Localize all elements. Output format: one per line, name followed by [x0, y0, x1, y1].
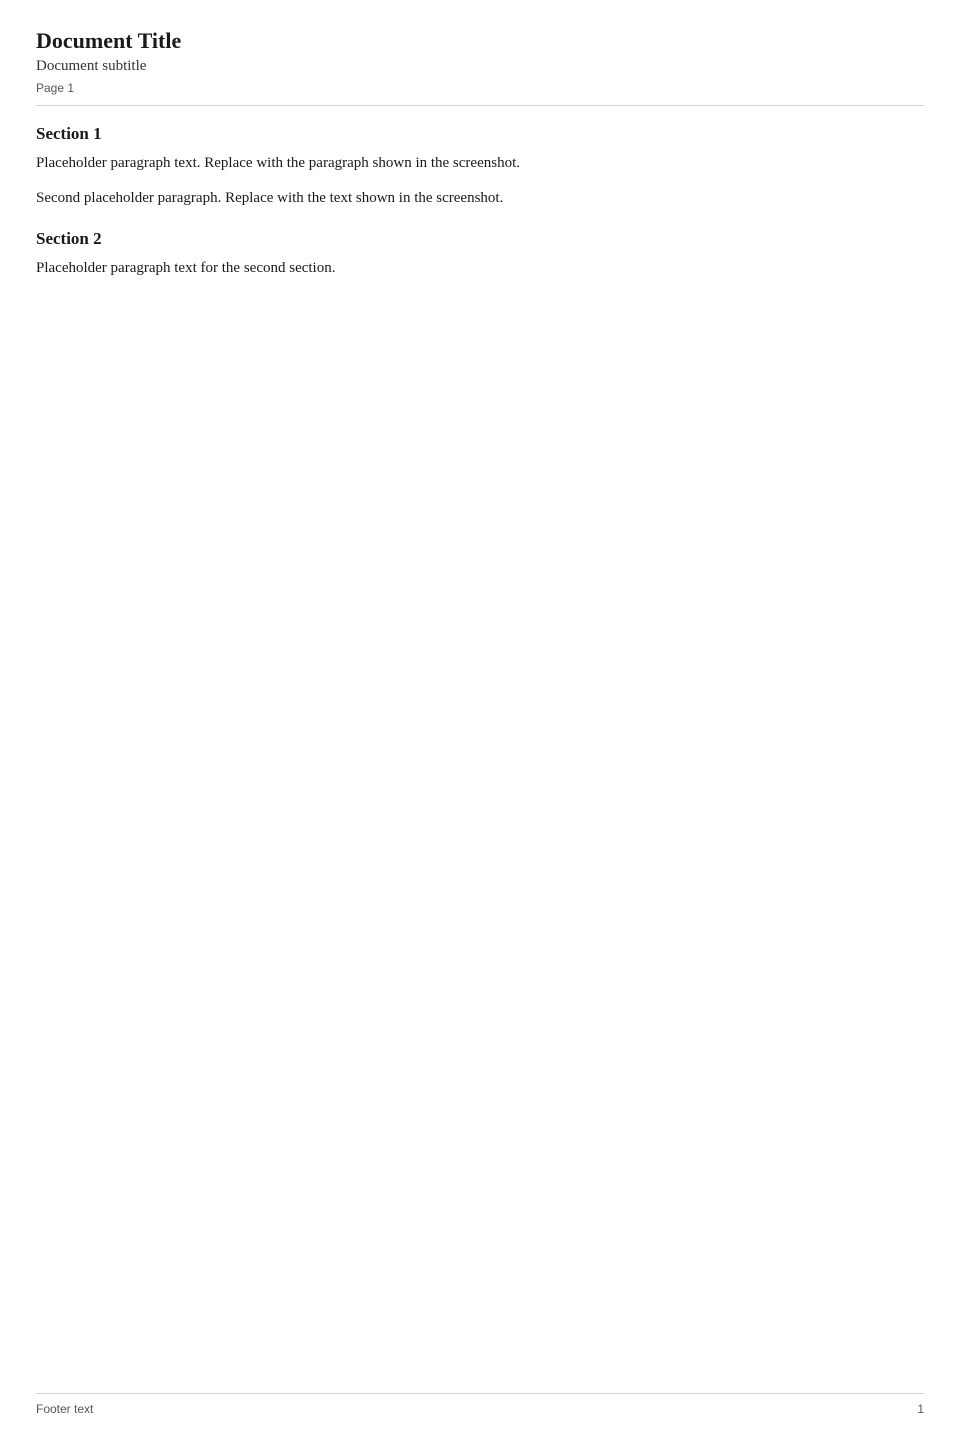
document-title: Document Title [36, 28, 182, 53]
document-meta: Page 1 [36, 81, 75, 95]
paragraph: Placeholder paragraph text for the second section. [36, 259, 336, 276]
document-footer [36, 1393, 924, 1416]
document-body [36, 124, 924, 280]
paragraph: Second placeholder paragraph. Replace with the text shown in the screenshot. [36, 190, 504, 207]
document-section [36, 229, 924, 280]
section-heading: Section 2 [36, 228, 102, 248]
document-subtitle: Document subtitle [36, 58, 147, 74]
paragraph: Placeholder paragraph text. Replace with the paragraph shown in the screenshot. [36, 155, 520, 171]
document-section [36, 124, 924, 211]
footer-left-text: Footer text [36, 1402, 94, 1416]
section-heading: Section 1 [36, 124, 102, 143]
document-header [36, 28, 924, 106]
page-number: 1 [917, 1402, 924, 1416]
